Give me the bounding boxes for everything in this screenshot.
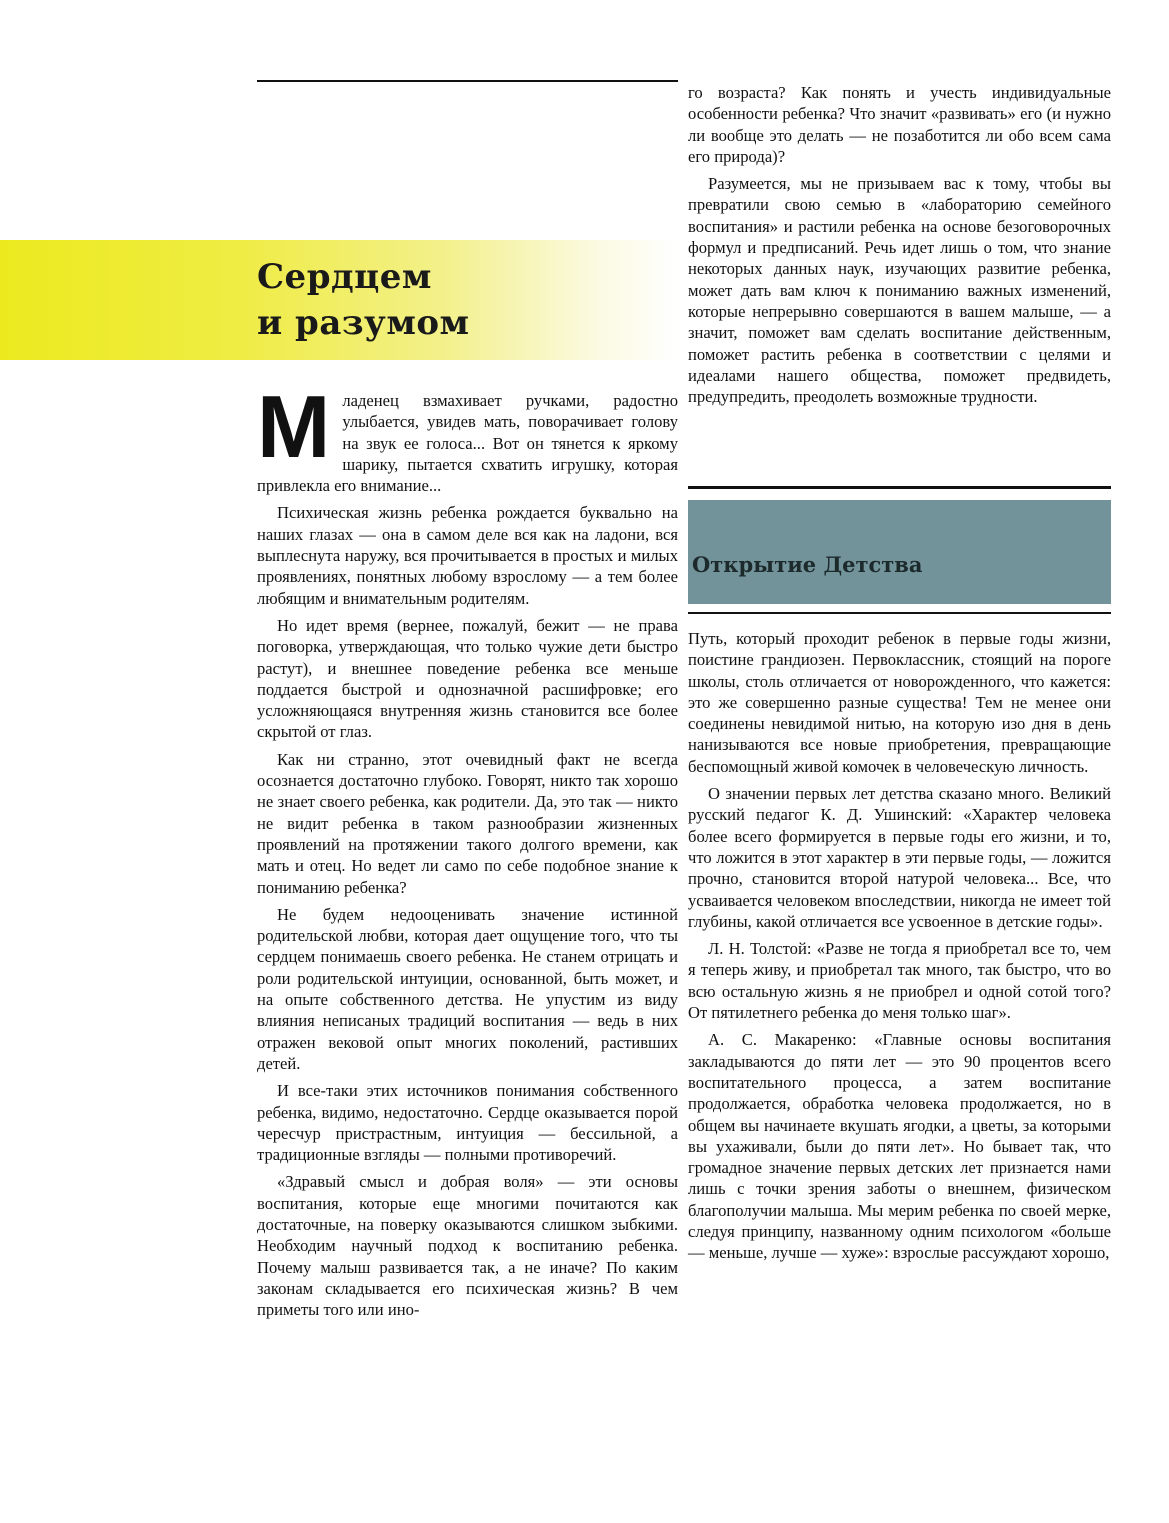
- section-column-right: [688, 628, 1111, 1270]
- paragraph: Путь, который проходит ребенок в первые годы жизни, поистине грандиозен. Первоклассник, стоящий на пороге школы, столь отличается от новорожденного, что кажется: это же совершенно разные существа! Тем не менее они соединены невидимой нитью, на которую изо дня в день нанизываются все новые приобретения, превращающие беспомощный живой комочек в человеческую личность.: [688, 629, 1111, 776]
- lead-paragraph: [257, 377, 678, 496]
- lead-text: ладенец взмахивает ручками, радостно улыбается, увидев мать, поворачивает голову на звук ее голоса... Вот он тянется к яркому шарику, пытается схватить игрушку, которая привлекла его внимание...: [257, 391, 678, 496]
- top-rule: [257, 80, 678, 82]
- title-line-1: Сердцем: [257, 257, 432, 297]
- paragraph: Не будем недооценивать значение истинной родительской любви, которая дает ощущение того, что ты сердцем понимаешь своего ребенка. Не станем отрицать и роли родительской интуиции, основанной, быть может, и на опыте собственного детства. Не упустим из виду влияния неписаных традиций воспитания — ведь в них отражен вековой опыт многих поколений, растивших детей.: [257, 904, 678, 1073]
- section-bottom-rule: [688, 612, 1111, 614]
- article-title: [257, 254, 470, 346]
- drop-cap: М: [257, 377, 331, 476]
- paragraph: И все-таки этих источников понимания собственного ребенка, видимо, недостаточно. Сердце оказывается порой чересчур пристрастным, интуиция — бессильной, а традиционные взгляды — полными противоречий.: [257, 1081, 678, 1165]
- paragraph: Разумеется, мы не призываем вас к тому, чтобы вы превратили свою семью в «лабораторию семейного воспитания» и растили ребенка на основе безоговорочных формул и предписаний. Речь идет лишь о том, что знание некоторых данных наук, изучающих развитие ребенка, может дать вам ключ к пониманию важных изменений, которые непрерывно совершаются в вашем малыше, — а значит, поможет вам сделать воспитание действенным, поможет растить ребенка в соответствии с целями и идеалами нашего общества, поможет предвидеть, предупредить, преодолеть возможные трудности.: [688, 174, 1111, 407]
- paragraph: Но идет время (вернее, пожалуй, бежит — не права поговорка, утверждающая, что только чужие дети быстро растут), и внешнее поведение ребенка все меньше поддается быстрой и однозначной расшифровке; его усложняющаяся внутренняя жизнь становится все более скрытой от глаз.: [257, 615, 678, 742]
- paragraph: А. С. Макаренко: «Главные основы воспитания закладываются до пяти лет — это 90 процентов всего воспитательного процесса, а затем воспитание продолжается, обработка человека продолжается, но в общем вы начинаете вкушать ягодки, а цветы, за которыми вы ухаживали, были до пяти лет». Но бывает так, что громадное значение первых детских лет признается нами лишь с точки зрения заботы о внешнем, физическом благополучии малыша. Мы мерим ребенка по своей мерке, следуя принципу, названному одним психологом «больше — меньше, лучше — хуже»: взрослые рассуждают хорошо,: [688, 1030, 1111, 1263]
- section-title: Открытие Детства: [692, 552, 923, 577]
- paragraph: Как ни странно, этот очевидный факт не всегда осознается достаточно глубоко. Говорят, никто так хорошо не знает своего ребенка, как родители. Да, это так — никто не видит ребенка в таком разнообразии жизненных проявлений на протяжении такого долгого времени, как мать и отец. Но ведет ли само по себе подобное знание к пониманию ребенка?: [257, 749, 678, 897]
- article-column-right-top: [688, 82, 1111, 413]
- article-column-left: [257, 377, 678, 1326]
- paragraph: О значении первых лет детства сказано много. Великий русский педагог К. Д. Ушинский: «Характер человека более всего формируется в первые годы его жизни, и то, что ложится в этот характер в эти первые годы, — ложится прочно, становится второй натурой человека... Все, что усваивается человеком впоследствии, никогда не имеет той глубины, какой отличается все усвоенное в детские годы».: [688, 784, 1111, 931]
- section-top-rule: [688, 486, 1111, 489]
- title-line-2: и разумом: [257, 303, 470, 343]
- paragraph: Л. Н. Толстой: «Разве не тогда я приобретал все то, чем я теперь живу, и приобретал так много, так быстро, что во всю остальную жизнь я не приобрел и одной сотой того? От пятилетнего ребенка до меня только шаг».: [688, 939, 1111, 1023]
- paragraph: «Здравый смысл и добрая воля» — эти основы воспитания, которые еще многими почитаются как достаточные, на поверку оказываются слишком зыбкими. Необходим научный подход к воспитанию ребенка. Почему малыш развивается так, а не иначе? По каким законам складывается его психическая жизнь? В чем приметы того или ино-: [257, 1172, 678, 1320]
- paragraph-continued: го возраста? Как понять и учесть индивидуальные особенности ребенка? Что значит «развивать» его (и нужно ли вообще это делать — не позаботится ли обо всем сама его природа)?: [688, 83, 1111, 166]
- paragraph: Психическая жизнь ребенка рождается буквально на наших глазах — она в самом деле вся как на ладони, вся выплеснута наружу, вся прочитывается в простых и милых проявлениях, понятных любому взрослому — а тем более любящим и внимательным родителям.: [257, 503, 678, 608]
